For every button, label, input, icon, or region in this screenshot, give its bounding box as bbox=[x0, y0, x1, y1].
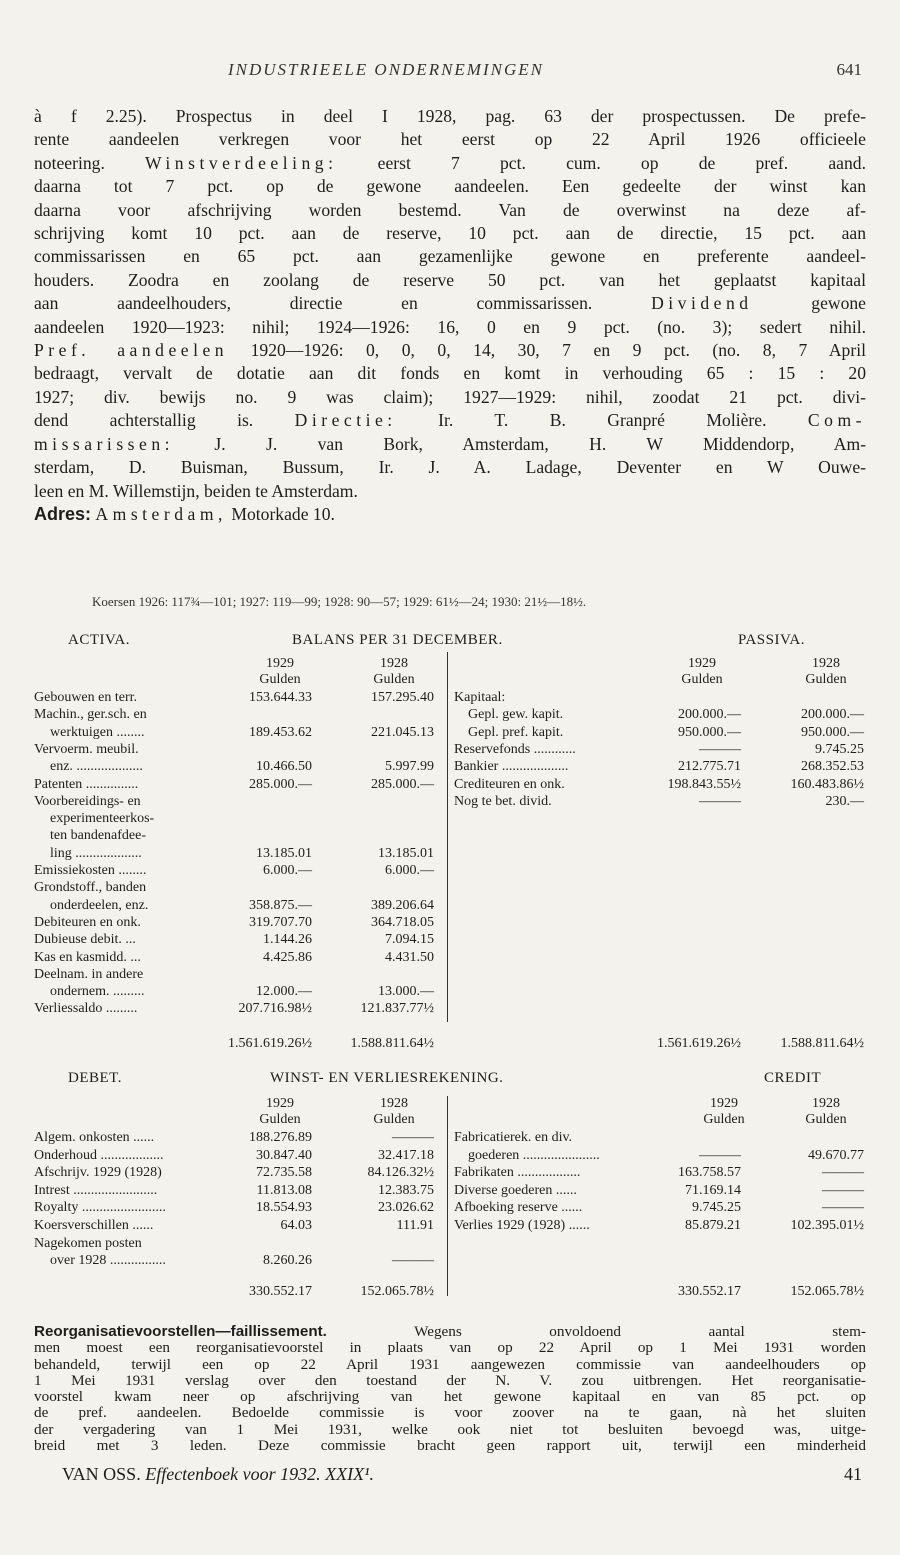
row-label: experimenteerkos- bbox=[50, 811, 155, 827]
value-1928: 268.352.53 bbox=[801, 759, 864, 775]
row-label: Debiteuren en onk. bbox=[34, 914, 141, 930]
table-row bbox=[0, 794, 900, 810]
value-1929: 189.453.62 bbox=[249, 724, 312, 740]
table-row bbox=[0, 707, 900, 723]
total-debet-1928: 152.065.78½ bbox=[360, 1284, 434, 1299]
notice-line: der vergadering van 1 Mei 1931, welke ook niet tot besluiten bevoegd was, uitge- bbox=[34, 1420, 866, 1438]
balance-totals bbox=[0, 1036, 900, 1052]
text-line: noteering. Winstverdeeling: eerst 7 pct. cum. op de pref. aand. bbox=[34, 152, 866, 173]
table-row bbox=[0, 863, 900, 879]
row-label: ling ................... bbox=[50, 845, 142, 861]
table-row bbox=[0, 880, 900, 896]
value-1929: 9.745.25 bbox=[692, 1200, 741, 1216]
value-1929: 8.260.26 bbox=[263, 1253, 312, 1269]
pl-totals bbox=[0, 1284, 900, 1300]
value-1928: 13.185.01 bbox=[378, 845, 434, 861]
value-1928: 102.395.01½ bbox=[790, 1218, 864, 1233]
col-currency: Gulden bbox=[259, 1112, 301, 1127]
value-1928: 12.383.75 bbox=[378, 1182, 434, 1198]
pl-title: WINST- EN VERLIESREKENING. bbox=[270, 1070, 504, 1086]
footer-volume: XXIX¹. bbox=[325, 1464, 375, 1484]
value-1929: 319.707.70 bbox=[249, 914, 312, 930]
table-row bbox=[0, 1183, 900, 1199]
row-label: Fabricatierek. en div. bbox=[454, 1130, 573, 1145]
notice-line: behandeld, terwijl een op 22 April 1931 aangewezen commissie van aandeelhouders op bbox=[34, 1355, 866, 1373]
row-label: Reservefonds ............ bbox=[454, 741, 576, 757]
value-1928: 157.295.40 bbox=[371, 690, 434, 705]
table-row bbox=[0, 828, 900, 844]
text-line: à f 2.25). Prospectus in deel I 1928, pag. 63 der prospectussen. De prefe- bbox=[34, 106, 866, 126]
table-row bbox=[0, 984, 900, 1000]
row-label: goederen ...................... bbox=[468, 1147, 600, 1163]
table-row bbox=[0, 742, 900, 758]
row-label: enz. ................... bbox=[50, 759, 143, 775]
row-label: Nog te bet. divid. bbox=[454, 793, 552, 809]
row-label: Algem. onkosten ...... bbox=[34, 1130, 155, 1145]
row-label: Crediteuren en onk. bbox=[454, 776, 565, 792]
value-1928: 111.91 bbox=[396, 1218, 434, 1233]
text-line: sterdam, D. Buisman, Bussum, Ir. J. A. Ladage, Deventer en W Ouwe- bbox=[34, 457, 866, 478]
text-line: aandeelen 1920—1923: nihil; 1924—1926: 16, 0 en 9 pct. (no. 3); sedert nihil. bbox=[34, 316, 866, 337]
notice-heading: Reorganisatievoorstellen—faillissement. bbox=[34, 1323, 327, 1340]
text-line: leen en M. Willemstijn, beiden te Amsterdam. bbox=[34, 480, 358, 501]
value-1929: ——— bbox=[699, 793, 741, 809]
row-label: Nagekomen posten bbox=[34, 1235, 142, 1251]
value-1929: 285.000.— bbox=[249, 776, 312, 792]
value-1928: 13.000.— bbox=[378, 984, 434, 1000]
value-1929: 207.716.98½ bbox=[238, 1001, 312, 1017]
table-row bbox=[0, 690, 900, 706]
table-row bbox=[0, 1218, 900, 1234]
text-line: Pref. aandeelen 1920—1926: 0, 0, 0, 14, 30, 7 en 9 pct. (no. 8, 7 April bbox=[34, 340, 866, 361]
col-year-1928: 1928 bbox=[380, 1096, 408, 1111]
row-label: onderdeelen, enz. bbox=[50, 897, 149, 913]
value-1929: 71.169.14 bbox=[685, 1182, 741, 1198]
table-row bbox=[0, 1253, 900, 1269]
table-row bbox=[0, 967, 900, 983]
value-1928: 121.837.77½ bbox=[360, 1001, 434, 1017]
row-label: Gepl. gew. kapit. bbox=[468, 707, 564, 723]
col-year-1929: 1929 bbox=[266, 656, 294, 671]
value-1929: 200.000.— bbox=[678, 707, 741, 723]
table-row bbox=[0, 1236, 900, 1252]
col-currency: Gulden bbox=[373, 1112, 415, 1127]
col-currency: Gulden bbox=[805, 1112, 847, 1127]
credit-heading: CREDIT bbox=[764, 1070, 822, 1086]
value-1928: 221.045.13 bbox=[371, 724, 434, 740]
row-label: werktuigen ........ bbox=[50, 724, 145, 740]
value-1929: 64.03 bbox=[280, 1218, 312, 1233]
row-label: Vervoerm. meubil. bbox=[34, 741, 139, 757]
text-line: houders. Zoodra en zoolang de reserve 50 pct. van het geplaatst kapitaal bbox=[34, 269, 866, 290]
running-title: INDUSTRIEELE ONDERNEMINGEN bbox=[228, 60, 544, 79]
value-1928: 23.026.62 bbox=[378, 1200, 434, 1216]
row-label: Royalty ........................ bbox=[34, 1200, 166, 1216]
table-row bbox=[0, 759, 900, 775]
total-activa-1928: 1.588.811.64½ bbox=[350, 1036, 434, 1051]
value-1928: 389.206.64 bbox=[371, 897, 434, 913]
row-label: Kapitaal: bbox=[454, 690, 506, 705]
value-1929: 12.000.— bbox=[256, 984, 312, 1000]
value-1928: 84.126.32½ bbox=[367, 1165, 434, 1181]
value-1929: 198.843.55½ bbox=[667, 776, 741, 792]
total-passiva-1929: 1.561.619.26½ bbox=[657, 1036, 741, 1051]
col-currency: Gulden bbox=[703, 1112, 745, 1127]
value-1928: 49.670.77 bbox=[808, 1147, 864, 1163]
text-line: schrijving komt 10 pct. aan de reserve, 10 pct. aan de directie, 15 pct. aan bbox=[34, 223, 866, 244]
value-1929: 163.758.57 bbox=[678, 1165, 741, 1181]
prospectus-text bbox=[34, 105, 866, 526]
row-label: ten bandenafdee- bbox=[50, 828, 146, 844]
notice-line: 1 Mei 1931 verslag over den toestand der N. V. zou uitbrengen. Het reorganisatie- bbox=[34, 1371, 866, 1389]
address-label: Adres: bbox=[34, 503, 92, 524]
value-1929: 10.466.50 bbox=[256, 759, 312, 775]
value-1929: 153.644.33 bbox=[249, 690, 312, 705]
value-1928: 6.000.— bbox=[385, 863, 434, 878]
row-label: Bankier ................... bbox=[454, 759, 569, 775]
value-1929: 188.276.89 bbox=[249, 1130, 312, 1145]
value-1928: 950.000.— bbox=[801, 724, 864, 740]
row-label: Machin., ger.sch. en bbox=[34, 707, 147, 723]
table-row bbox=[0, 725, 900, 741]
notice-line: men moest een reorganisatievoorstel in plaats van op 22 April op 1 Mei 1931 worden bbox=[34, 1339, 866, 1357]
notice-line: Reorganisatievoorstellen—faillissement. Wegens onvoldoend aantal stem- bbox=[34, 1323, 866, 1340]
address-street: Motorkade 10. bbox=[231, 503, 335, 524]
value-1929: 212.775.71 bbox=[678, 759, 741, 775]
row-label: Dubieuse debit. ... bbox=[34, 932, 136, 948]
value-1928: 200.000.— bbox=[801, 707, 864, 723]
value-1929: 72.735.58 bbox=[256, 1165, 312, 1181]
value-1929: 13.185.01 bbox=[256, 845, 312, 861]
row-label: Onderhoud .................. bbox=[34, 1147, 164, 1163]
row-label: Kas en kasmidd. ... bbox=[34, 949, 141, 965]
value-1929: ——— bbox=[699, 741, 741, 757]
col-year-1929: 1929 bbox=[710, 1096, 738, 1111]
notice-line: breid met 3 leden. Deze commissie bracht geen rapport uit, terwijl een minderheid bbox=[34, 1437, 866, 1455]
value-1928: ——— bbox=[392, 1253, 434, 1269]
total-debet-1929: 330.552.17 bbox=[249, 1284, 312, 1299]
text-line: 1927; div. bewijs no. 9 was claim); 1927—1929: nihil, zoodat 21 pct. divi- bbox=[34, 386, 866, 407]
value-1929: 1.144.26 bbox=[263, 932, 312, 948]
value-1928: 5.997.99 bbox=[385, 759, 434, 775]
notice-line: voorstel kwam neer op afschrijving van het gewone kapitaal en van 85 pct. op bbox=[34, 1388, 866, 1406]
value-1929: 6.000.— bbox=[263, 863, 312, 878]
row-label: Patenten ............... bbox=[34, 776, 139, 792]
row-label: Emissiekosten ........ bbox=[34, 863, 147, 878]
value-1928: ——— bbox=[392, 1130, 434, 1145]
value-1928: 160.483.86½ bbox=[790, 776, 864, 792]
table-row bbox=[0, 1165, 900, 1181]
table-row bbox=[0, 811, 900, 827]
value-1928: 364.718.05 bbox=[371, 914, 434, 930]
total-activa-1929: 1.561.619.26½ bbox=[228, 1036, 312, 1051]
table-row bbox=[0, 1001, 900, 1017]
table-row bbox=[0, 898, 900, 914]
row-label: over 1928 ................ bbox=[50, 1253, 166, 1269]
total-credit-1928: 152.065.78½ bbox=[790, 1284, 864, 1299]
table-row bbox=[0, 915, 900, 931]
col-currency: Gulden bbox=[373, 672, 415, 687]
row-label: Diverse goederen ...... bbox=[454, 1182, 577, 1198]
row-label: Afboeking reserve ...... bbox=[454, 1200, 583, 1216]
row-label: Deelnam. in andere bbox=[34, 966, 144, 982]
value-1929: 358.875.— bbox=[249, 897, 312, 913]
footer-page: 41 bbox=[844, 1464, 862, 1484]
value-1929: 18.554.93 bbox=[256, 1200, 312, 1216]
row-label: Gepl. pref. kapit. bbox=[468, 724, 564, 740]
col-year-1928: 1928 bbox=[380, 656, 408, 671]
value-1928: ——— bbox=[822, 1182, 864, 1198]
value-1929: 30.847.40 bbox=[256, 1147, 312, 1163]
running-header bbox=[0, 60, 900, 86]
value-1928: ——— bbox=[822, 1165, 864, 1181]
value-1929: 4.425.86 bbox=[263, 949, 312, 965]
table-row bbox=[0, 1200, 900, 1216]
col-currency: Gulden bbox=[259, 672, 301, 687]
value-1928: ——— bbox=[822, 1200, 864, 1216]
address-line bbox=[34, 503, 866, 526]
col-year-1929: 1929 bbox=[688, 656, 716, 671]
row-label: Afschrijv. 1929 (1928) bbox=[34, 1165, 162, 1181]
activa-heading: ACTIVA. bbox=[68, 632, 130, 648]
value-1928: 285.000.— bbox=[371, 776, 434, 792]
table-row bbox=[0, 1148, 900, 1164]
table-row bbox=[0, 777, 900, 793]
debet-heading: DEBET. bbox=[68, 1070, 122, 1086]
row-label: Koersverschillen ...... bbox=[34, 1218, 154, 1233]
row-label: Voorbereidings- en bbox=[34, 793, 141, 809]
col-year-1928: 1928 bbox=[812, 1096, 840, 1111]
table-row bbox=[0, 950, 900, 966]
row-label: Fabrikaten .................. bbox=[454, 1165, 581, 1181]
text-line: rente aandeelen verkregen voor het eerst op 22 April 1926 officieele bbox=[34, 129, 866, 150]
balance-title: BALANS PER 31 DECEMBER. bbox=[292, 632, 503, 648]
table-row bbox=[0, 846, 900, 862]
text-line: aan aandeelhouders, directie en commissarissen. Dividend gewone bbox=[34, 293, 866, 314]
col-currency: Gulden bbox=[681, 672, 723, 687]
notice-line: de pref. aandeelen. Bedoelde commissie is voor zoover na te gaan, nà het sluiten bbox=[34, 1404, 866, 1422]
total-passiva-1928: 1.588.811.64½ bbox=[780, 1036, 864, 1051]
reorganisation-notice bbox=[34, 1324, 866, 1454]
row-label: Gebouwen en terr. bbox=[34, 690, 138, 705]
value-1928: 32.417.18 bbox=[378, 1147, 434, 1163]
col-year-1928: 1928 bbox=[812, 656, 840, 671]
col-currency: Gulden bbox=[805, 672, 847, 687]
value-1928: 7.094.15 bbox=[385, 932, 434, 948]
text-line: commissarissen en 65 pct. aan gezamenlijke gewone en preferente aandeel- bbox=[34, 246, 866, 267]
value-1928: 230.— bbox=[825, 793, 864, 809]
value-1929: 11.813.08 bbox=[256, 1182, 312, 1198]
text-line: dend achterstallig is. Directie: Ir. T. B. Granpré Molière. Com- bbox=[34, 410, 866, 431]
value-1928: 4.431.50 bbox=[385, 949, 434, 965]
table-row bbox=[0, 1130, 900, 1146]
value-1929: ——— bbox=[699, 1147, 741, 1163]
address-city: Amsterdam, bbox=[95, 503, 227, 524]
text-line: missarissen: J. J. van Bork, Amsterdam, H. W Middendorp, Am- bbox=[34, 433, 866, 454]
text-line: bedraagt, vervalt de dotatie aan dit fonds en komt in verhouding 65 : 15 : 20 bbox=[34, 363, 866, 384]
footer-book: Effectenboek voor 1932. bbox=[145, 1464, 321, 1484]
passiva-heading: PASSIVA. bbox=[738, 632, 805, 648]
row-label: ondernem. ......... bbox=[50, 984, 145, 1000]
table-row bbox=[0, 932, 900, 948]
row-label: Verliessaldo ......... bbox=[34, 1001, 138, 1017]
value-1929: 85.879.21 bbox=[685, 1218, 741, 1233]
total-credit-1929: 330.552.17 bbox=[678, 1284, 741, 1299]
footer-author: VAN OSS. bbox=[62, 1464, 141, 1484]
col-year-1929: 1929 bbox=[266, 1096, 294, 1111]
share-price-history: Koersen 1926: 117¾—101; 1927: 119—99; 1928: 90—57; 1929: 61½—24; 1930: 21½—18½. bbox=[92, 594, 587, 609]
row-label: Intrest ........................ bbox=[34, 1182, 158, 1198]
page-number: 641 bbox=[836, 60, 862, 79]
text-line: daarna tot 7 pct. op de gewone aandeelen. Een gedeelte der winst kan bbox=[34, 176, 866, 197]
value-1929: 950.000.— bbox=[678, 724, 741, 740]
text-line: daarna voor afschrijving worden bestemd. Van de overwinst na deze af- bbox=[34, 199, 866, 220]
row-label: Grondstoff., banden bbox=[34, 880, 147, 896]
row-label: Verlies 1929 (1928) ...... bbox=[454, 1218, 590, 1233]
value-1928: 9.745.25 bbox=[815, 741, 864, 757]
footer-source bbox=[62, 1464, 374, 1485]
